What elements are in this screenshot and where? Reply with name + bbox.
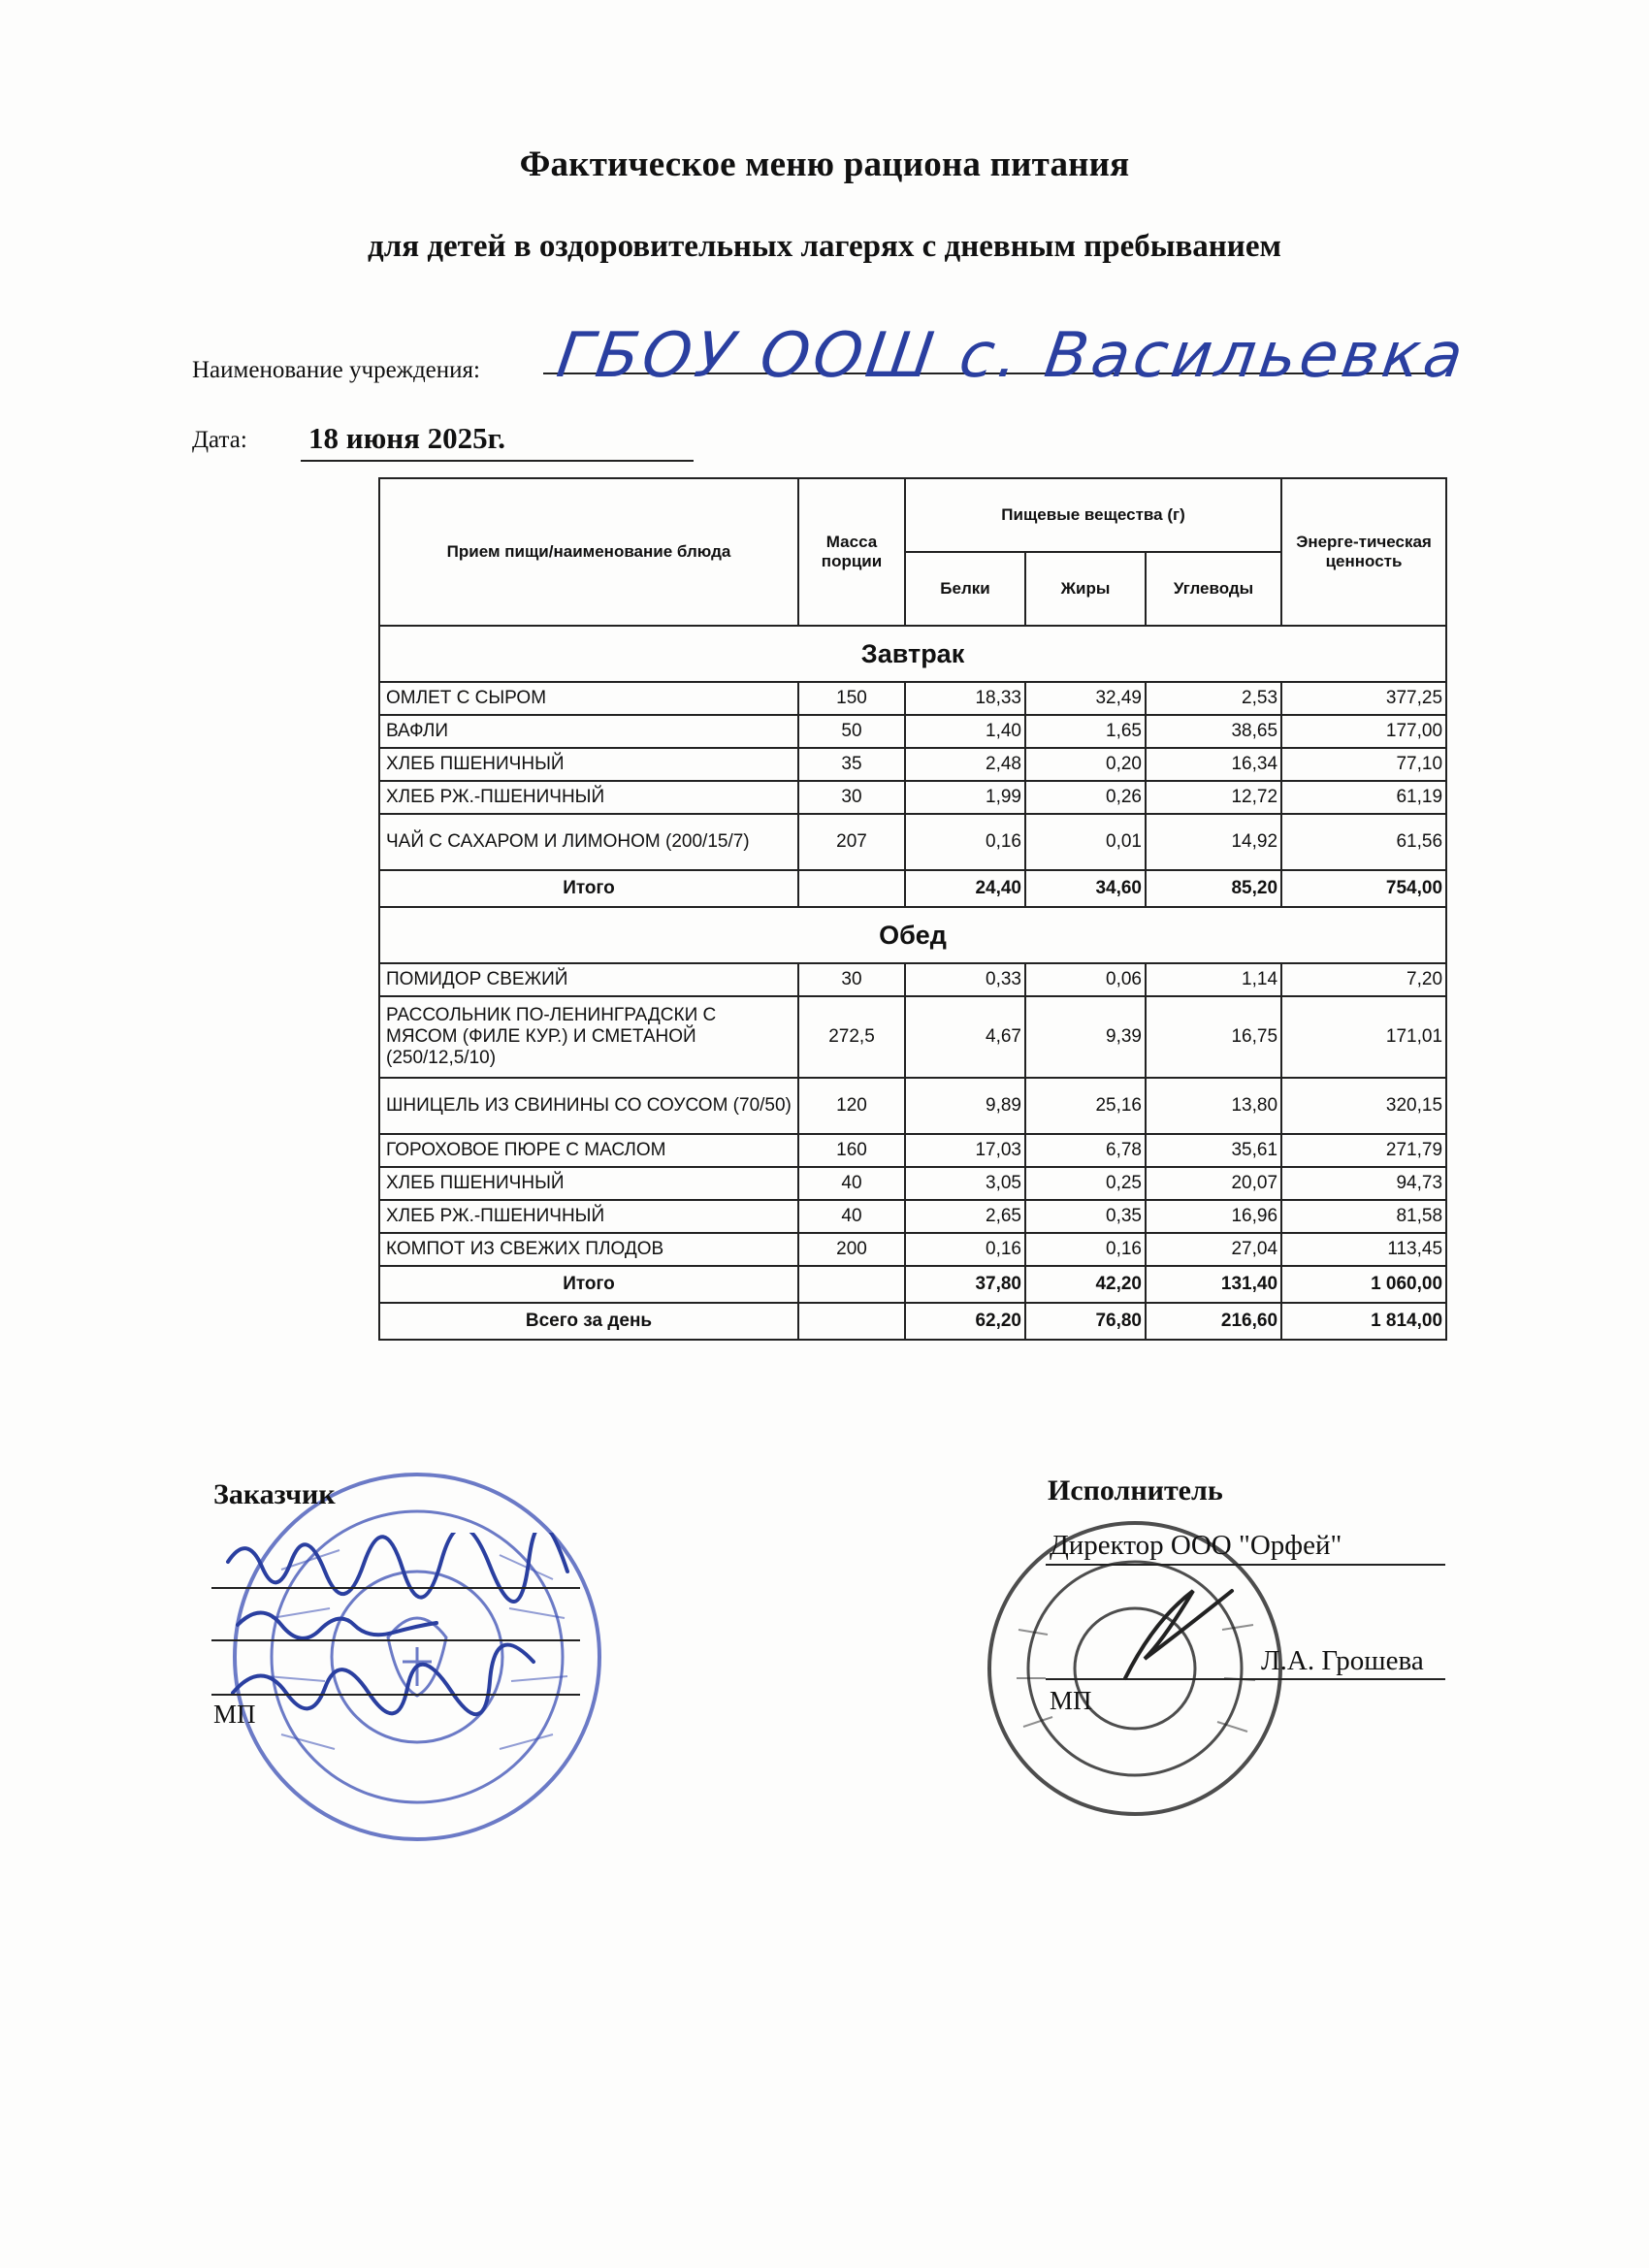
total-fats: 76,80	[1025, 1303, 1146, 1340]
executor-title: Исполнитель	[1048, 1474, 1223, 1507]
portion-mass: 30	[798, 781, 905, 814]
table-row	[379, 1078, 1446, 1134]
table-row	[379, 748, 1446, 781]
fats-value: 0,16	[1025, 1233, 1146, 1266]
carbs-value: 14,92	[1146, 814, 1281, 870]
table-row	[379, 1167, 1446, 1200]
proteins-value: 2,48	[905, 748, 1025, 781]
portion-mass: 40	[798, 1167, 905, 1200]
fats-value: 25,16	[1025, 1078, 1146, 1134]
header-nutrients: Пищевые вещества (г)	[905, 478, 1281, 552]
carbs-value: 12,72	[1146, 781, 1281, 814]
dish-name: ГОРОХОВОЕ ПЮРЕ С МАСЛОМ	[379, 1134, 798, 1167]
energy-value: 177,00	[1281, 715, 1446, 748]
proteins-value: 17,03	[905, 1134, 1025, 1167]
dish-name: ХЛЕБ РЖ.-ПШЕНИЧНЫЙ	[379, 781, 798, 814]
executor-name: Л.А. Грошева	[1261, 1645, 1424, 1676]
fats-value: 9,39	[1025, 996, 1146, 1078]
carbs-value: 38,65	[1146, 715, 1281, 748]
dish-name: ШНИЦЕЛЬ ИЗ СВИНИНЫ СО СОУСОМ (70/50)	[379, 1078, 798, 1134]
total-label: Итого	[379, 870, 798, 907]
executor-mp: МП	[1050, 1686, 1092, 1715]
total-row	[379, 870, 1446, 907]
dish-name: ХЛЕБ ПШЕНИЧНЫЙ	[379, 748, 798, 781]
portion-mass: 35	[798, 748, 905, 781]
table-row	[379, 1134, 1446, 1167]
energy-value: 320,15	[1281, 1078, 1446, 1134]
proteins-value: 18,33	[905, 682, 1025, 715]
carbs-value: 27,04	[1146, 1233, 1281, 1266]
menu-table	[378, 477, 1447, 1341]
proteins-value: 3,05	[905, 1167, 1025, 1200]
section-row	[379, 907, 1446, 963]
total-row	[379, 1303, 1446, 1340]
portion-mass: 120	[798, 1078, 905, 1134]
fats-value: 0,06	[1025, 963, 1146, 996]
carbs-value: 20,07	[1146, 1167, 1281, 1200]
document-title: Фактическое меню рациона питания	[519, 145, 1130, 184]
total-label: Итого	[379, 1266, 798, 1303]
customer-title: Заказчик	[213, 1478, 336, 1510]
energy-value: 94,73	[1281, 1167, 1446, 1200]
document-subtitle: для детей в оздоровительных лагерях с дневным пребыванием	[368, 229, 1281, 264]
fats-value: 0,20	[1025, 748, 1146, 781]
header-fats: Жиры	[1025, 552, 1146, 626]
header-energy: Энерге-тическая ценность	[1281, 478, 1446, 626]
executor-position: Директор ООО "Орфей"	[1050, 1530, 1342, 1561]
energy-value: 81,58	[1281, 1200, 1446, 1233]
total-label: Всего за день	[379, 1303, 798, 1340]
total-carbs: 216,60	[1146, 1303, 1281, 1340]
fats-value: 0,26	[1025, 781, 1146, 814]
proteins-value: 4,67	[905, 996, 1025, 1078]
header-proteins: Белки	[905, 552, 1025, 626]
dish-name: РАССОЛЬНИК ПО-ЛЕНИНГРАДСКИ С МЯСОМ (ФИЛЕ КУР.) И СМЕТАНОЙ (250/12,5/10)	[379, 996, 798, 1078]
customer-mp: МП	[213, 1700, 256, 1729]
customer-signature-icon	[218, 1533, 626, 1717]
total-proteins: 62,20	[905, 1303, 1025, 1340]
carbs-value: 35,61	[1146, 1134, 1281, 1167]
total-carbs: 131,40	[1146, 1266, 1281, 1303]
energy-value: 7,20	[1281, 963, 1446, 996]
table-row	[379, 682, 1446, 715]
dish-name: ХЛЕБ РЖ.-ПШЕНИЧНЫЙ	[379, 1200, 798, 1233]
portion-mass: 207	[798, 814, 905, 870]
fats-value: 0,35	[1025, 1200, 1146, 1233]
table-row	[379, 1233, 1446, 1266]
fats-value: 1,65	[1025, 715, 1146, 748]
total-energy: 1 060,00	[1281, 1266, 1446, 1303]
proteins-value: 2,65	[905, 1200, 1025, 1233]
customer-line-1	[211, 1587, 580, 1589]
fats-value: 32,49	[1025, 682, 1146, 715]
portion-mass: 30	[798, 963, 905, 996]
table-row	[379, 781, 1446, 814]
dish-name: ВАФЛИ	[379, 715, 798, 748]
energy-value: 61,56	[1281, 814, 1446, 870]
institution-value: ГБОУ ООШ с. Васильевка	[552, 320, 1471, 392]
section-title: Обед	[379, 907, 1446, 963]
portion-mass: 200	[798, 1233, 905, 1266]
total-mass-empty	[798, 1303, 905, 1340]
total-mass-empty	[798, 1266, 905, 1303]
proteins-value: 0,16	[905, 1233, 1025, 1266]
customer-line-3	[211, 1694, 580, 1696]
portion-mass: 272,5	[798, 996, 905, 1078]
total-fats: 42,20	[1025, 1266, 1146, 1303]
total-mass-empty	[798, 870, 905, 907]
fats-value: 6,78	[1025, 1134, 1146, 1167]
table-row	[379, 963, 1446, 996]
proteins-value: 0,16	[905, 814, 1025, 870]
dish-name: КОМПОТ ИЗ СВЕЖИХ ПЛОДОВ	[379, 1233, 798, 1266]
fats-value: 0,25	[1025, 1167, 1146, 1200]
date-label: Дата:	[192, 427, 247, 453]
section-title: Завтрак	[379, 626, 1446, 682]
proteins-value: 1,99	[905, 781, 1025, 814]
section-row	[379, 626, 1446, 682]
portion-mass: 50	[798, 715, 905, 748]
fats-value: 0,01	[1025, 814, 1146, 870]
energy-value: 271,79	[1281, 1134, 1446, 1167]
date-underline	[301, 460, 694, 462]
proteins-value: 1,40	[905, 715, 1025, 748]
proteins-value: 0,33	[905, 963, 1025, 996]
energy-value: 113,45	[1281, 1233, 1446, 1266]
portion-mass: 40	[798, 1200, 905, 1233]
table-row	[379, 1200, 1446, 1233]
total-proteins: 24,40	[905, 870, 1025, 907]
proteins-value: 9,89	[905, 1078, 1025, 1134]
executor-line-1	[1046, 1564, 1445, 1566]
carbs-value: 16,75	[1146, 996, 1281, 1078]
carbs-value: 1,14	[1146, 963, 1281, 996]
total-proteins: 37,80	[905, 1266, 1025, 1303]
total-energy: 754,00	[1281, 870, 1446, 907]
carbs-value: 13,80	[1146, 1078, 1281, 1134]
dish-name: ОМЛЕТ С СЫРОМ	[379, 682, 798, 715]
dish-name: ХЛЕБ ПШЕНИЧНЫЙ	[379, 1167, 798, 1200]
total-energy: 1 814,00	[1281, 1303, 1446, 1340]
table-row	[379, 814, 1446, 870]
menu-table-body	[379, 626, 1446, 1340]
energy-value: 61,19	[1281, 781, 1446, 814]
energy-value: 377,25	[1281, 682, 1446, 715]
portion-mass: 150	[798, 682, 905, 715]
customer-line-2	[211, 1639, 580, 1641]
table-row	[379, 715, 1446, 748]
energy-value: 77,10	[1281, 748, 1446, 781]
carbs-value: 16,96	[1146, 1200, 1281, 1233]
dish-name: ЧАЙ С САХАРОМ И ЛИМОНОМ (200/15/7)	[379, 814, 798, 870]
table-row	[379, 996, 1446, 1078]
energy-value: 171,01	[1281, 996, 1446, 1078]
header-carbs: Углеводы	[1146, 552, 1281, 626]
header-mass: Масса порции	[798, 478, 905, 626]
carbs-value: 2,53	[1146, 682, 1281, 715]
institution-label: Наименование учреждения:	[192, 357, 480, 383]
total-row	[379, 1266, 1446, 1303]
date-value: 18 июня 2025г.	[308, 421, 506, 455]
header-dish: Прием пищи/наименование блюда	[379, 478, 798, 626]
carbs-value: 16,34	[1146, 748, 1281, 781]
executor-line-2	[1046, 1678, 1445, 1680]
total-carbs: 85,20	[1146, 870, 1281, 907]
executor-signature-icon	[1106, 1571, 1261, 1688]
dish-name: ПОМИДОР СВЕЖИЙ	[379, 963, 798, 996]
portion-mass: 160	[798, 1134, 905, 1167]
total-fats: 34,60	[1025, 870, 1146, 907]
